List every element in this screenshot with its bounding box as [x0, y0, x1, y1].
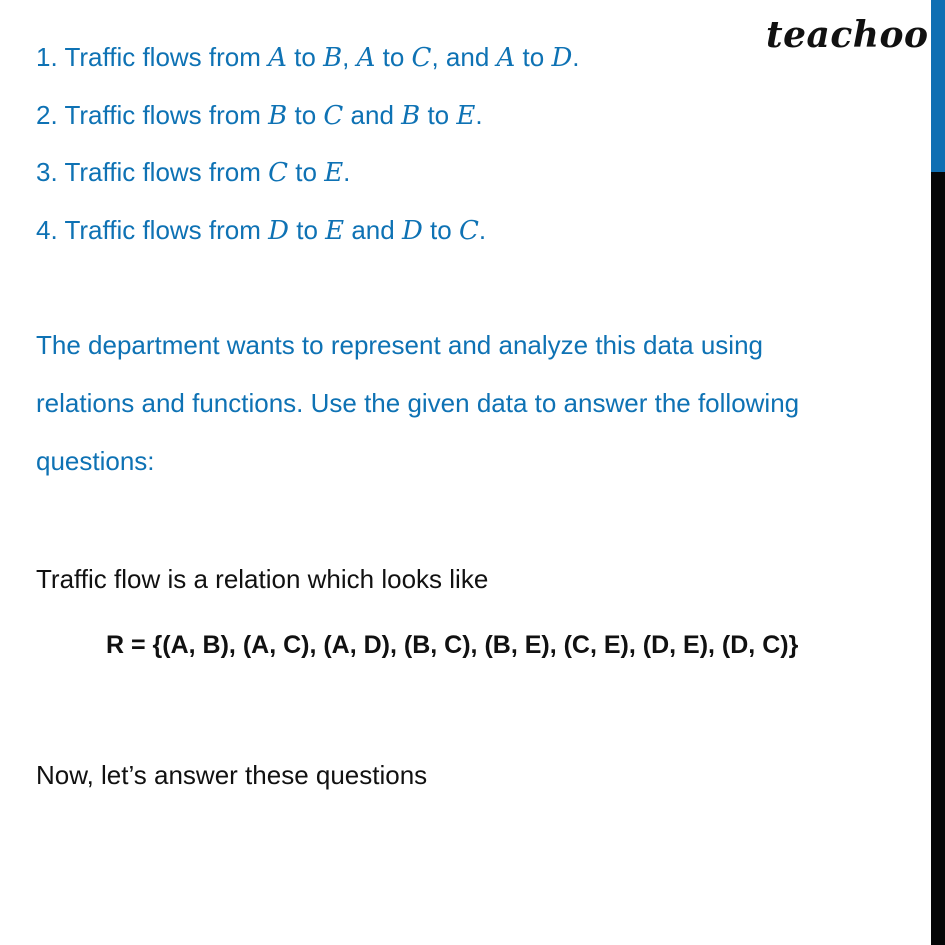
flow-text: , and	[431, 42, 497, 72]
math-variable: D	[551, 43, 573, 73]
math-variable: A	[356, 43, 376, 73]
flow-text: 2. Traffic flows from	[36, 100, 269, 130]
math-variable: D	[401, 216, 423, 246]
flow-text: .	[572, 42, 580, 72]
flow-text: to	[375, 42, 412, 72]
relation-intro: Traffic flow is a relation which looks like	[36, 564, 489, 594]
flow-text: to	[420, 100, 457, 130]
flow-text: 1. Traffic flows from	[36, 42, 269, 72]
math-variable: B	[268, 101, 288, 131]
flow-text: to	[288, 157, 325, 187]
flow-text: to	[289, 215, 326, 245]
flow-text: 3. Traffic flows from	[36, 157, 269, 187]
sidebar-accent	[931, 0, 945, 172]
flow-text: to	[515, 42, 552, 72]
paragraph-line-3: questions:	[36, 446, 155, 476]
paragraph-line-2: relations and functions. Use the given data to answer the following	[36, 388, 800, 418]
flow-text: to	[286, 42, 324, 72]
math-variable: C	[411, 43, 432, 73]
flow-item-2	[36, 102, 483, 129]
math-variable: C	[323, 101, 344, 131]
flow-text: and	[343, 100, 402, 130]
math-variable: E	[456, 101, 476, 131]
math-variable: E	[325, 216, 345, 246]
flow-text: ,	[342, 42, 357, 72]
math-variable: B	[323, 43, 343, 73]
flow-text: .	[478, 215, 487, 245]
closing-line: Now, let’s answer these questions	[36, 760, 428, 790]
flow-text: to	[422, 215, 459, 245]
math-variable: A	[268, 43, 287, 73]
math-variable: C	[458, 216, 479, 246]
relation-set: R = {(A, B), (A, C), (A, D), (B, C), (B, E), (C, E), (D, E), (D, C)}	[106, 631, 799, 659]
flow-text: to	[287, 100, 324, 130]
math-variable: E	[324, 158, 344, 188]
teachoo-logo: teachoo	[766, 14, 929, 56]
flow-text: .	[475, 100, 483, 130]
flow-item-3	[36, 159, 350, 186]
flow-item-4	[36, 217, 486, 244]
math-variable: C	[268, 158, 289, 188]
flow-text: and	[344, 215, 402, 245]
math-variable: B	[401, 101, 421, 131]
flow-text: .	[343, 157, 351, 187]
flow-item-1	[36, 44, 580, 71]
math-variable: D	[268, 216, 289, 246]
flow-text: 4. Traffic flows from	[36, 215, 269, 245]
paragraph-line-1: The department wants to represent and analyze this data using	[36, 330, 763, 360]
math-variable: A	[496, 43, 516, 73]
